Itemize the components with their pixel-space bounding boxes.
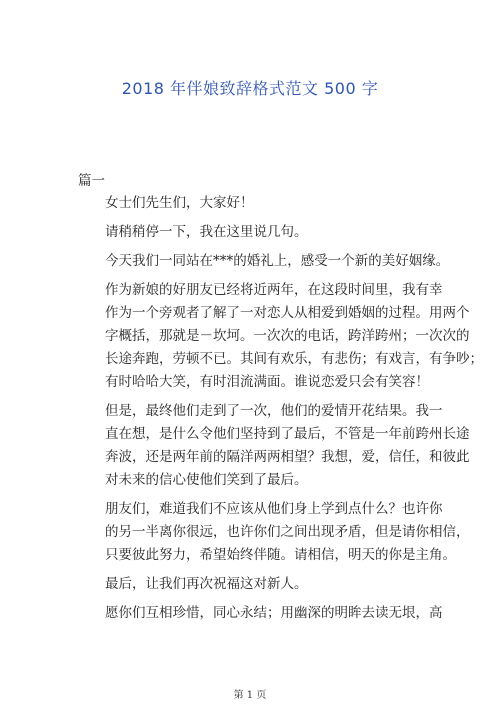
paragraph <box>78 250 450 273</box>
paragraph-line: 请稍稍停一下，我在这里说几句。 <box>105 224 308 240</box>
paragraph-line: 长途奔跑，劳顿不已。其间有欢乐，有悲伤；有戏言，有争吵； <box>105 351 483 367</box>
paragraph-line: 今天我们一同站在***的婚礼上，感受一个新的美好姻缘。 <box>105 253 450 269</box>
paragraph <box>78 602 443 625</box>
paragraph-line: 作为新娘的好朋友已经将近两年，在这段时间里，我有幸 <box>105 282 443 298</box>
paragraph-line: 但是，最终他们走到了一次，他们的爱情开花结果。我一 <box>105 403 443 419</box>
paragraph-line: 女士们先生们，大家好！ <box>105 195 254 211</box>
section-heading: 篇一 <box>78 173 105 189</box>
paragraph-line: 作为一个旁观者了解了一对恋人从相爱到婚姻的过程。用两个 <box>105 305 470 321</box>
paragraph-line: 直在想，是什么令他们坚持到了最后，不管是一年前跨州长途 <box>105 426 470 442</box>
paragraph <box>78 192 430 215</box>
paragraph-line: 奔波，还是两年前的隔洋两两相望？我想，爱，信任，和彼此 <box>105 449 470 465</box>
document-body <box>78 192 483 631</box>
document-title: 2018 年伴娘致辞格式范文 500 字 <box>121 79 379 98</box>
paragraph-line: 对未来的信心使他们笑到了最后。 <box>105 472 308 488</box>
paragraph-line: 最后，让我们再次祝福这对新人。 <box>105 576 308 592</box>
paragraph <box>78 498 470 567</box>
page-footer: 第 1 页 <box>233 690 267 701</box>
paragraph <box>78 400 470 492</box>
paragraph <box>78 279 483 394</box>
paragraph-line: 朋友们，难道我们不应该从他们身上学到点什么？也许你 <box>105 501 443 517</box>
paragraph-line: 的另一半离你很远，也许你们之间出现矛盾，但是请你相信， <box>105 524 470 540</box>
paragraph <box>78 573 430 596</box>
paragraph-line: 有时哈哈大笑，有时泪流满面。谁说恋爱只会有笑容！ <box>105 374 429 390</box>
paragraph-line: 愿你们互相珍惜，同心永结；用幽深的明眸去读无垠，高 <box>105 605 443 621</box>
paragraph-line: 只要彼此努力，希望始终伴随。请相信，明天的你是主角。 <box>105 547 456 563</box>
paragraph <box>78 221 430 244</box>
paragraph-line: 字概括，那就是－坎坷。一次次的电话，跨洋跨州；一次次的 <box>105 328 470 344</box>
